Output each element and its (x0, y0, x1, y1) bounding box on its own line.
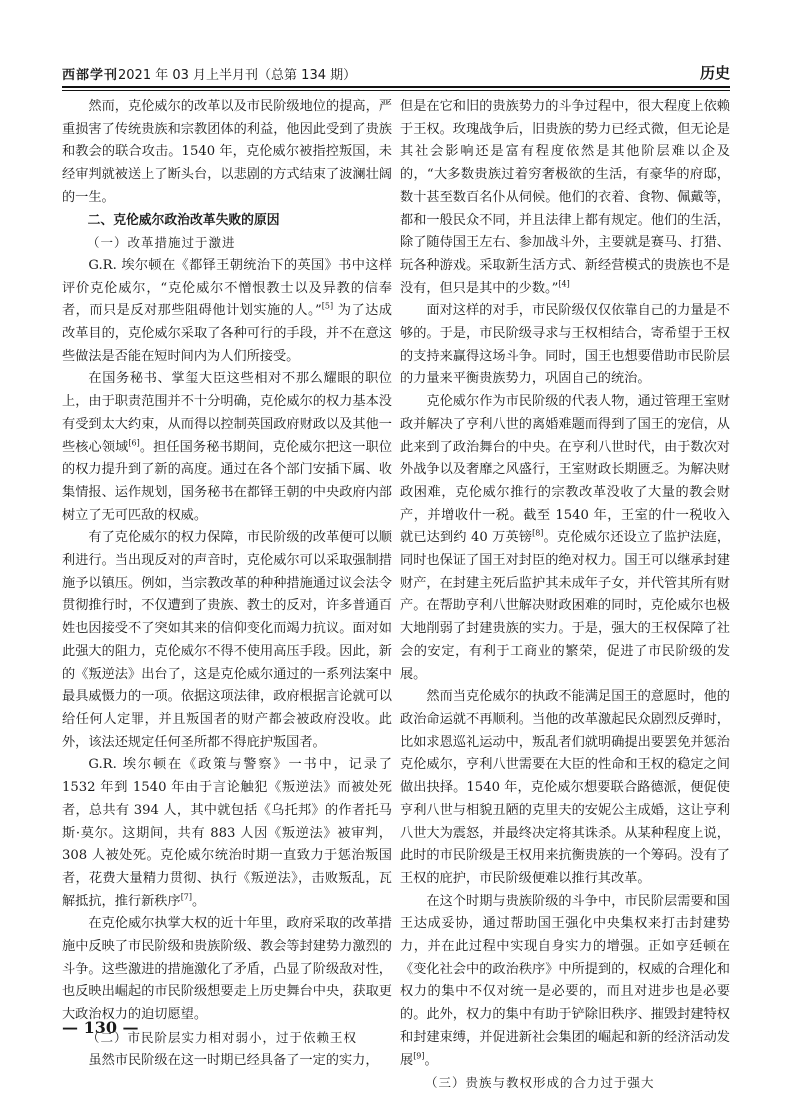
paragraph (62, 754, 392, 913)
paragraph-text: 为了达成改革目的，克伦威尔采取了各种可行的手段，并不在意这些做法是否能在短时间内为人们所接受。 (62, 303, 392, 364)
paragraph-text: 二、克伦威尔政治改革失败的原因 (87, 212, 280, 228)
paragraph-text: G.R. 埃尔顿在《都铎王朝统治下的英国》书中这样评价克伦威尔，“克伦威尔不憎恨教士以及异教的信奉者，而只是反对那些阻碍他计划实施的人。” (62, 257, 392, 319)
paragraph-text: 面对这样的对手，市民阶级仅仅依靠自己的力量是不够的。于是，市民阶级寻求与王权相结合，寄希望于王权的支持来赢得这场斗争。同时，国王也想要借助市民阶层的力量来平衡贵族势力，巩固自己的统治。 (400, 303, 730, 387)
citation-ref: [9] (413, 1051, 425, 1061)
header-rule-thin (62, 90, 730, 91)
paragraph-text: 在这个时期与贵族阶级的斗争中，市民阶层需要和国王达成妥协，通过帮助国王强化中央集权来打击封建势力，并在此过程中实现自身实力的增强。正如亨廷顿在《变化社会中的政治秩序》中所提到的，权威的合理化和权力的集中不仅对统一是必要的，而且对进步也是必要的。此外，权力的集中有助于铲除旧秩序、摧毁封建特权和封建束缚，并促进新社会集团的崛起和新的经济活动发展 (400, 893, 730, 1068)
section-heading (62, 210, 392, 233)
section-label: 历史 (699, 64, 730, 82)
paragraph (62, 527, 392, 754)
paragraph-text: 。 (192, 893, 206, 909)
citation-ref: [4] (558, 279, 570, 289)
paragraph-text: G.R. 埃尔顿在《政策与警察》一书中，记录了 1532 年到 1540 年由于言论触犯《叛逆法》而被处死者，总共有 394 人，其中就包括《乌托邦》的作者托马斯·莫尔。这期间，共有 883 人因《叛逆法》被审判，308 人被处死。克伦威尔统治时期一直致力于惩治叛国者，花费大量精力贯彻、执行《叛逆法》，击败叛乱，瓦解抵抗，推行新秩序 (62, 757, 392, 909)
paragraph (400, 686, 730, 890)
paragraph (400, 891, 730, 1073)
paragraph (62, 255, 392, 369)
journal-issue: 2021 年 03 月上半月刊（总第 134 期） (118, 68, 357, 83)
subsection-heading (62, 232, 392, 255)
paragraph-text: （三）贵族与教权形成的合力过于强大 (425, 1075, 655, 1091)
paragraph-text: 但是在它和旧的贵族势力的斗争过程中，很大程度上依赖于王权。玫瑰战争后，旧贵族的势力已经式微，但无论是其社会影响还是富有程度依然是其他阶层难以企及的，“大多数贵族过着穷奢极欲的生活，有豪华的府邸，数十甚至数百名仆从伺候。他们的衣着、食物、佩戴等，都和一般民众不同，并且法律上都有规定。他们的生活，除了随侍国王左右、参加战斗外，主要就是赛马、打猎、玩各种游戏。采取新生活方式、新经营模式的贵族也不是没有，但只是其中的少数。” (400, 99, 730, 296)
citation-ref: [5] (321, 301, 334, 311)
paragraph-text: （二）市民阶层实力相对弱小，过于依赖王权 (87, 1029, 358, 1045)
running-header (62, 62, 730, 84)
paragraph (400, 96, 730, 300)
subsection-heading (400, 1072, 730, 1095)
citation-ref: [7] (180, 892, 193, 902)
paragraph-text: 。克伦威尔还设立了监护法庭，同时也保证了国王对封臣的绝对权力。国王可以继承封建财产，在封建主死后监护其未成年子女，并代管其所有财产。在帮助亨利八世解决财政困难的同时，克伦威尔也极大地削弱了封建贵族的实力。于是，强大的王权保障了社会的安定，有利于工商业的繁荣，促进了市民阶级的发展。 (400, 530, 731, 682)
paragraph-text: 有了克伦威尔的权力保障，市民阶级的改革便可以顺利进行。当出现反对的声音时，克伦威尔可以采取强制措施予以镇压。例如，当宗教改革的种种措施通过议会法令贯彻推行时，不仅遭到了贵族、教士的反对，许多普通百姓也因接受不了突如其来的信仰变化而竭力抗议。面对如此强大的阻力，克伦威尔不得不使用高压手段。因此，新的《叛逆法》出台了，这是克伦威尔通过的一系列法案中最具威慑力的一项。依据这项法律，政府根据言论就可以给任何人定罪，并且叛国者的财产都会被政府没收。此外，该法还规定任何圣所都不得庇护叛国者。 (62, 530, 392, 750)
citation-ref: [6] (128, 438, 140, 448)
paragraph-text: 虽然市民阶级在这一时期已经具备了一定的实力， (88, 1052, 379, 1068)
paragraph (62, 368, 392, 527)
paragraph-text: 然而，克伦威尔的改革以及市民阶级地位的提高，严重损害了传统贵族和宗教团体的利益，他因此受到了贵族和教会的联合攻击。1540 年，克伦威尔被指控叛国，未经审判就被送上了断头台，以悲剧的方式结束了波澜壮阔的一生。 (62, 99, 392, 205)
paragraph-text: （一）改革措施过于激进 (87, 235, 236, 251)
header-rule (62, 86, 730, 88)
paragraph (400, 300, 730, 391)
paragraph (400, 391, 730, 686)
paragraph-text: 在国务秘书、掌玺大臣这些相对不那么耀眼的职位上，由于职责范围并不十分明确，克伦威尔的权力基本没有受到太大约束，从而得以控制英国政府财政以及其他一些核心领域 (62, 371, 392, 455)
right-column (400, 96, 730, 1095)
journal-title (62, 64, 356, 83)
paragraph-text: 在克伦威尔执掌大权的近十年里，政府采取的改革措施中反映了市民阶级和贵族阶级、教会等封建势力激烈的斗争。这些激进的措施激化了矛盾，凸显了阶级敌对性，也反映出崛起的市民阶级想要走上历史舞台中央，获取更大政治权力的迫切愿望。 (62, 916, 392, 1023)
paragraph-text: 然而当克伦威尔的执政不能满足国王的意愿时，他的政治命运就不再顺利。当他的改革激起民众剧烈反弹时，比如求恩巡礼运动中，叛乱者们就明确提出要罢免并惩治克伦威尔，亨利八世需要在大臣的性命和王权的稳定之间做出抉择。1540 年，克伦威尔想要联合路德派，便促使亨利八世与相貌丑陋的克里夫的安妮公主成婚，这让亨利八世大为震怒，并最终决定将其诛杀。从某种程度上说，此时的市民阶级是王权用来抗衡贵族的一个筹码。没有了王权的庇护，市民阶级便难以推行其改革。 (400, 689, 730, 886)
paragraph (62, 913, 392, 1027)
left-column (62, 96, 392, 1072)
paragraph (62, 1050, 392, 1073)
paragraph-text: 克伦威尔作为市民阶级的代表人物，通过管理王室财政并解决了亨利八世的离婚难题而得到了国王的宠信，从此来到了政治舞台的中央。在亨利八世时代，由于数次对外战争以及奢靡之风盛行，王室财政长期匮乏。为解决财政困难，克伦威尔推行的宗教改革没收了大量的教会财产，并增收什一税。截至 1540 年，王室的什一税收入就已达到约 40 万英镑 (400, 394, 730, 546)
paragraph-text: 。担任国务秘书期间，克伦威尔把这一职位的权力提升到了新的高度。通过在各个部门安插下属、收集情报、运作规划，国务秘书在都铎王朝的中央政府内部树立了无可匹敌的权威。 (62, 439, 393, 523)
journal-logo: 西部学刊 (62, 68, 119, 83)
paragraph-text: 。 (424, 1052, 438, 1068)
page-number: — 130 — (62, 1018, 139, 1037)
citation-ref: [8] (532, 528, 544, 538)
paragraph (62, 96, 392, 210)
